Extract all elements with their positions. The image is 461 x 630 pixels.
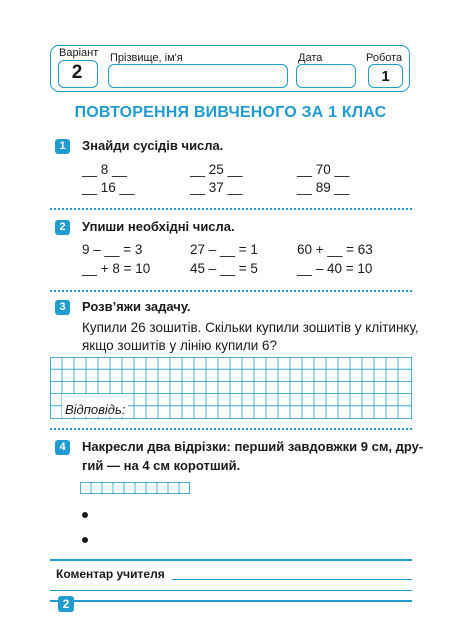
segment-start-point [82, 512, 88, 518]
date-label: Дата [298, 52, 323, 64]
name-field[interactable] [108, 64, 288, 88]
divider [50, 428, 412, 430]
page-number: 2 [58, 596, 74, 612]
task1-item: __ 37 __ [190, 180, 243, 195]
task2-item: __ + 8 = 10 [82, 261, 151, 276]
task2-number: 2 [55, 220, 70, 235]
divider [50, 290, 412, 292]
task3-text-line1: Купили 26 зошитів. Скільки купили зошитів у клітинку, [82, 320, 419, 335]
measure-strip[interactable] [80, 482, 190, 494]
task1-item: __ 25 __ [190, 162, 243, 177]
footer-rule [50, 559, 412, 561]
task2-item: 9 – __ = 3 [82, 242, 143, 257]
variant-label: Варіант [59, 47, 99, 59]
task1-item: __ 70 __ [297, 162, 350, 177]
divider [50, 208, 412, 210]
task2-item: 60 + __ = 63 [297, 242, 373, 257]
task4-number: 4 [55, 440, 70, 455]
comment-line[interactable] [50, 590, 412, 591]
task2-item: 27 – __ = 1 [190, 242, 258, 257]
date-field[interactable] [296, 64, 356, 88]
work-label: Робота [366, 52, 403, 64]
work-value: 1 [381, 68, 390, 85]
footer-rule [50, 600, 412, 602]
task4-heading-line2: гий — на 4 см коротший. [82, 458, 241, 473]
task1-item: __ 8 __ [82, 162, 128, 177]
task1-item: __ 16 __ [82, 180, 135, 195]
comment-label: Коментар учителя [56, 567, 165, 581]
task1-item: __ 89 __ [297, 180, 350, 195]
task2-heading: Упиши необхідні числа. [82, 219, 235, 234]
task2-item: __ – 40 = 10 [297, 261, 373, 276]
comment-line[interactable] [172, 579, 412, 580]
task1-number: 1 [55, 139, 70, 154]
variant-value: 2 [71, 62, 83, 83]
task3-number: 3 [55, 300, 70, 315]
segment-start-point [82, 537, 88, 543]
page-title: ПОВТОРЕННЯ ВИВЧЕНОГО ЗА 1 КЛАС [74, 104, 387, 121]
task1-heading: Знайди сусідів числа. [82, 138, 224, 153]
task4-heading-line1: Накресли два відрізки: перший завдовжки 9 см, дру- [82, 439, 424, 454]
task3-text-line2: якщо зошитів у лінію купили 6? [82, 338, 278, 353]
answer-label: Відповідь: [65, 402, 126, 417]
task3-heading: Розв’яжи задачу. [82, 299, 191, 314]
task2-item: 45 – __ = 5 [190, 261, 258, 276]
name-label: Прізвище, ім'я [110, 52, 183, 64]
